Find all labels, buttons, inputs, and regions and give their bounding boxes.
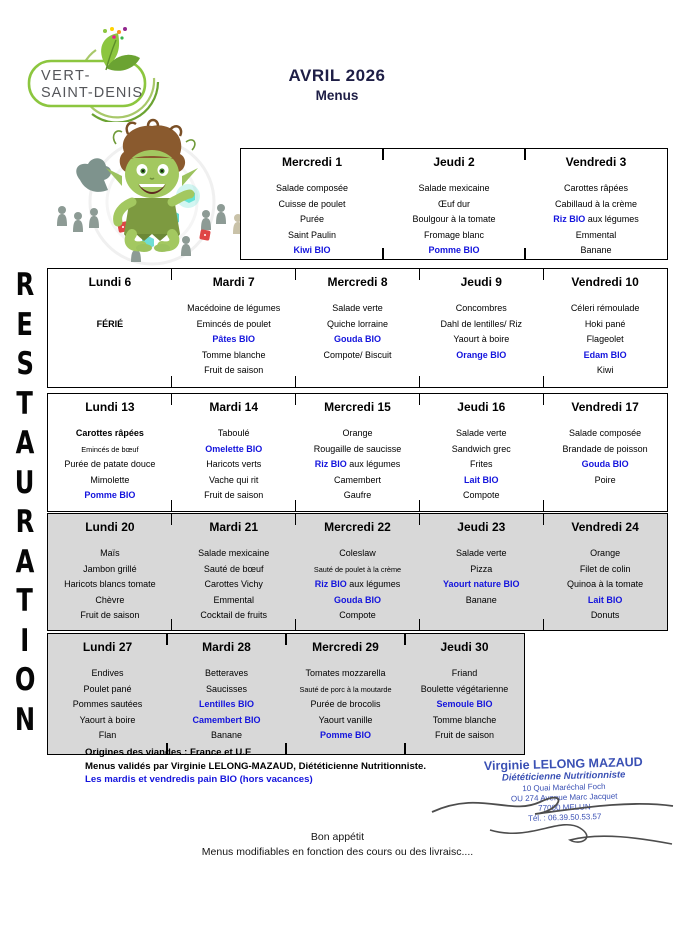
menu-item: Sauté de bœuf bbox=[203, 563, 264, 574]
menu-item: Gaufre bbox=[343, 490, 372, 501]
menu-item: Endives bbox=[91, 668, 124, 678]
menu-item: Orange BIO bbox=[456, 349, 507, 360]
column-divider-tick bbox=[419, 376, 420, 387]
day-header: Mardi 21 bbox=[209, 520, 259, 534]
menu-item: Semoule BIO bbox=[436, 699, 493, 710]
menu-item: Rougaille de saucisse bbox=[313, 443, 402, 454]
day-items bbox=[405, 666, 524, 744]
day-header: Vendredi 10 bbox=[571, 275, 639, 289]
dragon-figurine bbox=[76, 158, 111, 192]
menu-item: Coleslaw bbox=[339, 548, 376, 558]
menu-item: Haricots blancs tomate bbox=[64, 579, 156, 590]
menu-item: Pomme BIO bbox=[319, 730, 371, 741]
menu-item: Omelette BIO bbox=[205, 443, 263, 454]
menu-item: Œuf dur bbox=[437, 198, 470, 209]
day-items bbox=[383, 181, 525, 259]
menu-item: FÉRIÉ bbox=[96, 318, 124, 329]
menu-item: Edam BIO bbox=[583, 349, 627, 360]
menu-item: Hoki pané bbox=[584, 318, 626, 329]
menu-item: Pizza bbox=[470, 563, 493, 574]
week-block-2 bbox=[47, 268, 668, 388]
day-items bbox=[48, 546, 172, 624]
column-divider-tick bbox=[295, 269, 296, 280]
menu-item: Camembert bbox=[333, 474, 381, 485]
column-divider-tick bbox=[543, 500, 544, 511]
day-items bbox=[296, 426, 420, 504]
vertical-letter: T bbox=[16, 583, 34, 620]
column-divider-tick bbox=[404, 634, 405, 645]
column-divider-tick bbox=[171, 514, 172, 525]
vertical-letter: I bbox=[20, 622, 30, 659]
column-divider-tick bbox=[419, 269, 420, 280]
vertical-letter: A bbox=[15, 543, 35, 580]
day-items bbox=[48, 666, 167, 744]
day-header: Mercredi 22 bbox=[324, 520, 391, 534]
menu-item: Salade composée bbox=[569, 428, 642, 438]
day-column bbox=[543, 394, 667, 511]
menu-item: Brandade de poisson bbox=[562, 443, 648, 454]
menu-item: Emmental bbox=[575, 229, 617, 240]
menu-item: Salade verte bbox=[456, 548, 507, 558]
stamp-line: Virginie LELONG MAZAUD bbox=[483, 754, 643, 774]
menu-item: Cocktail de fruits bbox=[200, 610, 267, 621]
day-column bbox=[296, 394, 420, 511]
day-column bbox=[296, 514, 420, 630]
logo-text-line2: SAINT-DENIS bbox=[41, 85, 144, 101]
bon-appetit-text: Bon appétit bbox=[310, 831, 365, 843]
day-header: Jeudi 16 bbox=[457, 400, 506, 414]
vertical-letter: U bbox=[15, 464, 35, 501]
day-header: Jeudi 30 bbox=[440, 640, 489, 654]
day-column bbox=[48, 514, 172, 630]
menu-item: Purée de brocolis bbox=[310, 699, 381, 710]
menu-item: Emincés de bœuf bbox=[81, 444, 139, 454]
day-items bbox=[419, 546, 543, 608]
menu-item: Riz BIO aux légumes bbox=[553, 214, 639, 225]
menu-item: Yaourt à boire bbox=[79, 714, 136, 725]
vertical-letter: R bbox=[15, 267, 35, 303]
menu-item: Pomme BIO bbox=[428, 245, 480, 256]
day-items bbox=[172, 546, 296, 624]
stamp-line: Tél. : 06.39.50.53.57 bbox=[527, 812, 602, 823]
menu-item: Tomme blanche bbox=[201, 349, 266, 360]
day-header: Jeudi 23 bbox=[457, 520, 506, 534]
menu-item: Dahl de lentilles/ Riz bbox=[440, 318, 523, 329]
menu-item: Lait BIO bbox=[464, 474, 499, 485]
menu-item: Carottes Vichy bbox=[204, 579, 263, 590]
column-divider-tick bbox=[524, 248, 525, 259]
day-items bbox=[167, 666, 286, 744]
menu-item: Compote bbox=[463, 490, 500, 501]
column-divider-tick bbox=[295, 500, 296, 511]
day-items bbox=[296, 546, 420, 624]
menu-item: Fruit de saison bbox=[204, 490, 264, 501]
stamp-line: 77000 MELUN bbox=[538, 802, 591, 813]
modifiable-text: Menus modifiables en fonction des cours ou des livraisc.... bbox=[201, 845, 474, 858]
menu-item bbox=[48, 301, 172, 317]
day-items bbox=[172, 426, 296, 504]
vert-saint-denis-logo bbox=[26, 26, 164, 122]
menu-item: Compote/ Biscuit bbox=[323, 349, 392, 360]
day-items bbox=[543, 426, 667, 488]
menu-item: Lait BIO bbox=[587, 594, 623, 605]
day-items bbox=[543, 546, 667, 624]
month-title: AVRIL 2026 bbox=[288, 66, 386, 85]
menu-item: Purée bbox=[299, 214, 325, 225]
day-header: Lundi 6 bbox=[88, 275, 132, 289]
menu-item: Salade verte bbox=[456, 428, 507, 438]
menu-item: Betteraves bbox=[204, 668, 249, 678]
column-divider-tick bbox=[295, 394, 296, 405]
day-column bbox=[241, 149, 383, 259]
menu-item: Gouda BIO bbox=[581, 459, 629, 470]
menu-item: Riz BIO aux légumes bbox=[314, 459, 401, 470]
column-divider-tick bbox=[295, 619, 296, 630]
menu-item: Riz BIO aux légumes bbox=[314, 579, 401, 590]
menu-item: Yaourt à boire bbox=[453, 334, 510, 345]
menu-item: Kiwi bbox=[596, 365, 614, 376]
day-column bbox=[383, 149, 525, 259]
origins-note: Origines des viandes : France et U.E bbox=[85, 747, 252, 758]
menu-item: Poulet pané bbox=[83, 683, 132, 694]
column-divider-tick bbox=[419, 514, 420, 525]
menu-item: Yaourt vanille bbox=[318, 714, 373, 725]
day-items bbox=[543, 301, 667, 379]
day-column bbox=[172, 514, 296, 630]
dietitian-stamp bbox=[454, 754, 674, 826]
menu-item: Salade verte bbox=[332, 303, 383, 313]
day-items bbox=[48, 301, 172, 332]
menu-item: Salade composée bbox=[275, 183, 349, 193]
menu-item: Emmental bbox=[213, 594, 254, 605]
menu-item: Tomme blanche bbox=[432, 714, 497, 725]
day-header: Lundi 20 bbox=[85, 520, 135, 534]
day-column bbox=[419, 514, 543, 630]
menu-item: Frites bbox=[470, 459, 493, 470]
day-column bbox=[172, 269, 296, 387]
menu-item: Cabillaud à la crème bbox=[554, 198, 638, 209]
column-divider-tick bbox=[171, 269, 172, 280]
menu-item: Donuts bbox=[590, 610, 620, 621]
week-block-4 bbox=[47, 513, 668, 631]
menu-item: Purée de patate douce bbox=[64, 459, 156, 470]
column-divider-tick bbox=[171, 376, 172, 387]
menu-item: Orange bbox=[590, 548, 621, 558]
column-divider-tick bbox=[382, 149, 383, 160]
vertical-letter: N bbox=[14, 701, 36, 738]
menu-item: Flageolet bbox=[586, 334, 624, 345]
day-header: Mercredi 1 bbox=[281, 155, 343, 169]
menu-item: Fromage blanc bbox=[423, 229, 485, 240]
day-header: Mercredi 8 bbox=[327, 275, 388, 289]
vertical-letter: T bbox=[16, 385, 34, 422]
menu-item: Banane bbox=[580, 245, 612, 256]
menu-item: Sauté de poulet à la crème bbox=[313, 564, 402, 574]
menu-item: Tomates mozzarella bbox=[305, 668, 386, 678]
menu-item: Gouda BIO bbox=[333, 334, 381, 345]
week-block-1 bbox=[240, 148, 668, 260]
menu-item: Maïs bbox=[100, 548, 120, 558]
vertical-letter: O bbox=[14, 662, 36, 699]
vertical-letter: E bbox=[16, 306, 34, 343]
day-column bbox=[419, 394, 543, 511]
stamp-line: Diététicienne Nutritionniste bbox=[501, 769, 626, 784]
menu-item: Carottes râpées bbox=[75, 428, 144, 438]
stamp-line: 10 Quai Maréchal Foch bbox=[522, 781, 606, 794]
day-header: Lundi 27 bbox=[82, 640, 133, 654]
column-divider-tick bbox=[419, 619, 420, 630]
column-divider-tick bbox=[166, 634, 167, 645]
mascot-illustration bbox=[52, 118, 252, 266]
day-header: Mardi 7 bbox=[212, 275, 255, 289]
menu-item: Camembert BIO bbox=[192, 714, 261, 725]
menu-item: Sandwich grec bbox=[451, 443, 511, 454]
day-header: Mardi 14 bbox=[209, 400, 259, 414]
column-divider-tick bbox=[171, 619, 172, 630]
day-header: Mercredi 15 bbox=[324, 400, 391, 414]
menu-item: Pâtes BIO bbox=[212, 334, 255, 345]
day-header: Vendredi 17 bbox=[571, 400, 639, 414]
menu-item: Fruit de saison bbox=[204, 365, 264, 376]
menu-item: Compote bbox=[339, 610, 376, 621]
day-header: Lundi 13 bbox=[85, 400, 135, 414]
menu-item: Emincés de poulet bbox=[196, 318, 271, 329]
vertical-restauration-label bbox=[4, 267, 46, 738]
column-divider-tick bbox=[295, 514, 296, 525]
menu-item: Salade mexicaine bbox=[418, 183, 490, 193]
day-column bbox=[48, 634, 167, 754]
menu-item: Poire bbox=[594, 474, 616, 485]
menu-item: Salade mexicaine bbox=[198, 548, 270, 558]
day-column bbox=[405, 634, 524, 754]
footer-notes bbox=[85, 746, 426, 787]
day-items bbox=[419, 426, 543, 504]
menu-item: Saint Paulin bbox=[287, 229, 337, 240]
menu-item: Lentilles BIO bbox=[198, 699, 254, 710]
day-header: Vendredi 24 bbox=[571, 520, 639, 534]
menu-item: Gouda BIO bbox=[333, 594, 381, 605]
menu-item: Flan bbox=[98, 730, 117, 741]
column-divider-tick bbox=[543, 394, 544, 405]
column-divider-tick bbox=[171, 394, 172, 405]
day-items bbox=[172, 301, 296, 379]
menu-item: Sauté de porc à la moutarde bbox=[299, 684, 392, 694]
menu-item: Friand bbox=[451, 668, 478, 678]
menu-item: Quinoa à la tomate bbox=[567, 579, 644, 590]
day-header: Jeudi 2 bbox=[433, 155, 475, 169]
menu-item: Kiwi BIO bbox=[293, 245, 331, 256]
menu-item: Cuisse de poulet bbox=[278, 198, 346, 209]
day-items bbox=[419, 301, 543, 363]
day-column bbox=[48, 394, 172, 511]
week-block-5 bbox=[47, 633, 525, 755]
vertical-letter: A bbox=[15, 425, 35, 462]
day-column bbox=[296, 269, 420, 387]
menu-item: Filet de colin bbox=[579, 563, 631, 574]
menu-item: Quiche lorraine bbox=[326, 318, 388, 329]
validated-note: Menus validés par Virginie LELONG-MAZAUD, Diététicienne Nutritionniste. bbox=[85, 760, 426, 772]
menu-item: Mimolette bbox=[90, 474, 130, 485]
confetti-dots bbox=[103, 27, 127, 40]
day-column bbox=[525, 149, 667, 259]
day-column bbox=[419, 269, 543, 387]
menu-item: Boulette végétarienne bbox=[420, 683, 509, 694]
menu-item: Taboulé bbox=[217, 428, 250, 438]
menu-item: Pommes sautées bbox=[72, 699, 143, 710]
day-header: Vendredi 3 bbox=[565, 155, 627, 169]
menu-item: Fruit de saison bbox=[434, 730, 495, 741]
day-items bbox=[286, 666, 405, 744]
bottom-message bbox=[0, 830, 675, 859]
day-column bbox=[172, 394, 296, 511]
menus-subtitle: Menus bbox=[315, 88, 359, 103]
day-column bbox=[543, 514, 667, 630]
column-divider-tick bbox=[419, 394, 420, 405]
column-divider-tick bbox=[543, 514, 544, 525]
menu-item: Jambon grillé bbox=[83, 563, 137, 574]
day-column bbox=[286, 634, 405, 754]
day-items bbox=[525, 181, 667, 259]
column-divider-tick bbox=[543, 619, 544, 630]
menu-item: Yaourt nature BIO bbox=[443, 579, 520, 590]
column-divider-tick bbox=[171, 500, 172, 511]
column-divider-tick bbox=[295, 376, 296, 387]
day-items bbox=[241, 181, 383, 259]
logo-text-line1: VERT- bbox=[41, 68, 91, 84]
column-divider-tick bbox=[285, 634, 286, 645]
day-header: Mardi 28 bbox=[202, 640, 251, 654]
vertical-letter: R bbox=[15, 504, 35, 541]
menu-item: Boulgour à la tomate bbox=[412, 214, 496, 225]
page-title bbox=[237, 66, 437, 103]
menu-item: Haricots verts bbox=[206, 459, 262, 470]
day-items bbox=[48, 426, 172, 504]
column-divider-tick bbox=[543, 376, 544, 387]
menu-item: Fruit de saison bbox=[80, 610, 140, 621]
day-header: Mercredi 29 bbox=[312, 640, 379, 654]
column-divider-tick bbox=[419, 500, 420, 511]
menu-item: Banane bbox=[465, 594, 497, 605]
stamp-line: OU 274 Avenue Marc Jacquet bbox=[510, 791, 618, 804]
menu-item: Concombres bbox=[455, 303, 507, 313]
day-column bbox=[48, 269, 172, 387]
day-header: Jeudi 9 bbox=[460, 275, 502, 289]
menu-item: Banane bbox=[210, 730, 243, 741]
day-column bbox=[167, 634, 286, 754]
bio-bread-note: Les mardis et vendredis pain BIO (hors vacances) bbox=[85, 774, 313, 786]
column-divider-tick bbox=[524, 149, 525, 160]
column-divider-tick bbox=[382, 248, 383, 259]
column-divider-tick bbox=[543, 269, 544, 280]
day-items bbox=[296, 301, 420, 363]
vertical-letter: S bbox=[16, 346, 34, 383]
menu-item: Pomme BIO bbox=[84, 490, 136, 501]
menu-item: Orange bbox=[342, 428, 373, 438]
menu-item: Vache qui rit bbox=[209, 474, 259, 485]
menu-item: Céleri rémoulade bbox=[570, 303, 640, 313]
menu-item: Chèvre bbox=[95, 594, 125, 605]
week-block-3 bbox=[47, 393, 668, 512]
menu-item: Macédoine de légumes bbox=[187, 303, 281, 313]
menu-item: Carottes râpées bbox=[563, 183, 629, 193]
day-column bbox=[543, 269, 667, 387]
menu-item: Saucisses bbox=[205, 683, 248, 694]
